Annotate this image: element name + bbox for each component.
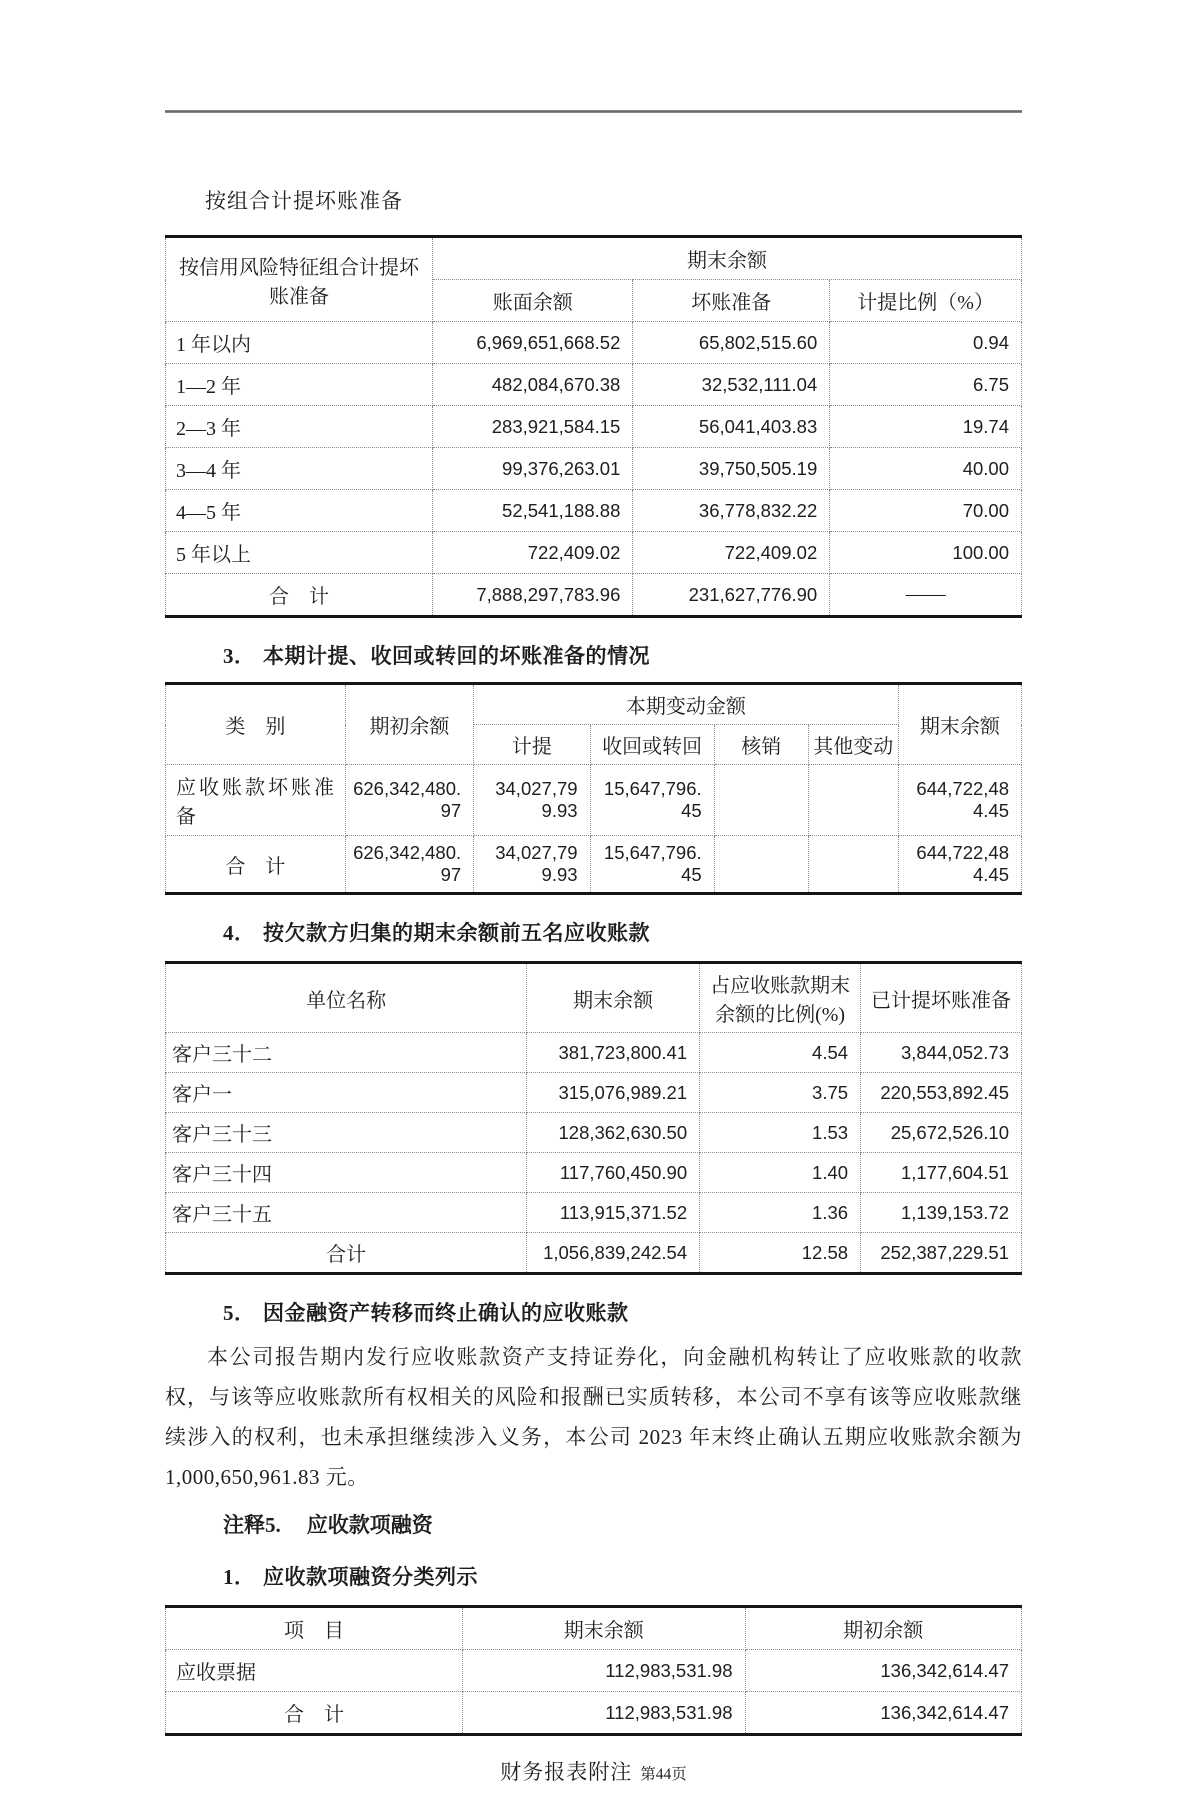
accrual-value: 34,027,799.93 <box>474 765 590 836</box>
written-off-value <box>714 765 808 836</box>
provision-made-value: 1,139,153.72 <box>861 1193 1022 1233</box>
col-header-closing-balance: 期末余额 <box>463 1607 745 1650</box>
customer-label: 客户三十三 <box>166 1113 527 1153</box>
total-closing-balance: 1,056,839,242.54 <box>527 1233 700 1274</box>
customer-label: 客户一 <box>166 1073 527 1113</box>
col-header-item: 项 目 <box>166 1607 463 1650</box>
ratio-value: 6.75 <box>830 364 1022 406</box>
aging-label: 1—2 年 <box>166 364 433 406</box>
table-row <box>166 1607 1022 1650</box>
header-rule <box>165 110 1022 113</box>
footer-title: 财务报表附注 <box>500 1760 633 1784</box>
total-book-balance: 7,888,297,783.96 <box>433 574 633 617</box>
total-label: 合计 <box>166 1233 527 1274</box>
provision-made-value: 3,844,052.73 <box>861 1033 1022 1073</box>
customer-label: 客户三十五 <box>166 1193 527 1233</box>
table-total-row <box>166 574 1022 617</box>
ratio-value: 19.74 <box>830 406 1022 448</box>
total-opening-balance: 626,342,480.97 <box>345 836 473 894</box>
note5-heading <box>223 1509 1022 1539</box>
book-balance-value: 482,084,670.38 <box>433 364 633 406</box>
book-balance-value: 283,921,584.15 <box>433 406 633 448</box>
total-label: 合 计 <box>166 574 433 617</box>
table-row <box>166 1153 1022 1193</box>
col-header-closing-balance-group: 期末余额 <box>433 237 1022 280</box>
table-row <box>166 490 1022 532</box>
col-header-provision-ratio: 计提比例（%） <box>830 280 1022 322</box>
col-header-written-off: 核销 <box>714 725 808 765</box>
customer-label: 客户三十二 <box>166 1033 527 1073</box>
provision-value: 56,041,403.83 <box>633 406 830 448</box>
section-4-heading <box>223 917 1022 947</box>
total-provision: 231,627,776.90 <box>633 574 830 617</box>
table-row <box>166 406 1022 448</box>
closing-balance-value: 112,983,531.98 <box>463 1650 745 1692</box>
closing-balance-value: 381,723,800.41 <box>527 1033 700 1073</box>
closing-balance-value: 644,722,484.45 <box>898 765 1021 836</box>
pct-value: 4.54 <box>700 1033 861 1073</box>
transfer-paragraph: 本公司报告期内发行应收账款资产支持证券化，向金融机构转让了应收账款的收款权，与该等应收账款所有权相关的风险和报酬已实质转移，本公司不享有该等应收账款继续涉入的权利，也未承担继续涉入义务，本公司 2023 年末终止确认五期应收账款余额为 1,000,650,961.83 元。 <box>165 1345 1022 1489</box>
closing-balance-value: 315,076,989.21 <box>527 1073 700 1113</box>
provision-value: 36,778,832.22 <box>633 490 830 532</box>
total-closing-balance: 112,983,531.98 <box>463 1692 745 1735</box>
total-provision-made: 252,387,229.51 <box>861 1233 1022 1274</box>
subsection-1-number: 1． <box>223 1565 256 1589</box>
provision-made-value: 25,672,526.10 <box>861 1113 1022 1153</box>
book-balance-value: 99,376,263.01 <box>433 448 633 490</box>
pct-value: 1.53 <box>700 1113 861 1153</box>
col-header-entity-name: 单位名称 <box>166 963 527 1033</box>
col-header-book-balance: 账面余额 <box>433 280 633 322</box>
total-label: 合 计 <box>166 836 346 894</box>
provision-value: 39,750,505.19 <box>633 448 830 490</box>
total-ratio-dash: —— <box>830 574 1022 617</box>
ratio-value: 70.00 <box>830 490 1022 532</box>
aging-label: 4—5 年 <box>166 490 433 532</box>
pct-value: 1.40 <box>700 1153 861 1193</box>
total-pct: 12.58 <box>700 1233 861 1274</box>
section-3-title: 本期计提、收回或转回的坏账准备的情况 <box>263 644 650 668</box>
col-header-provision-made: 已计提坏账准备 <box>861 963 1022 1033</box>
total-closing-balance: 644,722,484.45 <box>898 836 1021 894</box>
col-header-closing-balance: 期末余额 <box>898 684 1021 765</box>
document-page <box>0 110 1200 1786</box>
section-5-title: 因金融资产转移而终止确认的应收账款 <box>263 1301 629 1325</box>
table-row <box>166 765 1022 836</box>
table-row <box>166 1113 1022 1153</box>
table-aging-provision <box>165 235 1022 618</box>
table-row <box>166 1650 1022 1692</box>
opening-balance-value: 136,342,614.47 <box>745 1650 1022 1692</box>
col-header-recovered-reversed: 收回或转回 <box>590 725 714 765</box>
pct-value: 1.36 <box>700 1193 861 1233</box>
provision-value: 722,409.02 <box>633 532 830 574</box>
closing-balance-value: 117,760,450.90 <box>527 1153 700 1193</box>
col-header-opening-balance: 期初余额 <box>745 1607 1022 1650</box>
col-header-period-changes-group: 本期变动金额 <box>474 684 899 725</box>
provision-made-value: 220,553,892.45 <box>861 1073 1022 1113</box>
table-row <box>166 237 1022 280</box>
table-row <box>166 963 1022 1033</box>
section-3-number: 3． <box>223 644 256 668</box>
subsection-1-title: 应收款项融资分类列示 <box>263 1565 478 1589</box>
provision-value: 32,532,111.04 <box>633 364 830 406</box>
other-changes-value <box>808 765 898 836</box>
note5-title: 应收款项融资 <box>306 1513 433 1537</box>
provision-value: 65,802,515.60 <box>633 322 830 364</box>
ratio-value: 40.00 <box>830 448 1022 490</box>
total-label: 合 计 <box>166 1692 463 1735</box>
book-balance-value: 722,409.02 <box>433 532 633 574</box>
col-header-closing-balance: 期末余额 <box>527 963 700 1033</box>
aging-label: 1 年以内 <box>166 322 433 364</box>
total-written-off <box>714 836 808 894</box>
table-total-row <box>166 836 1022 894</box>
book-balance-value: 52,541,188.88 <box>433 490 633 532</box>
section-4-title: 按欠款方归集的期末余额前五名应收账款 <box>263 921 650 945</box>
table-row <box>166 684 1022 725</box>
table-row <box>166 1073 1022 1113</box>
pct-value: 3.75 <box>700 1073 861 1113</box>
col-header-accrual: 计提 <box>474 725 590 765</box>
doc-subtitle: 按组合计提坏账准备 <box>205 189 403 213</box>
table-row <box>166 448 1022 490</box>
closing-balance-value: 128,362,630.50 <box>527 1113 700 1153</box>
total-other-changes <box>808 836 898 894</box>
note5-label: 注释5. <box>223 1513 281 1537</box>
provision-made-value: 1,177,604.51 <box>861 1153 1022 1193</box>
ratio-value: 0.94 <box>830 322 1022 364</box>
table-top5-debtors <box>165 961 1022 1275</box>
customer-label: 客户三十四 <box>166 1153 527 1193</box>
ratio-value: 100.00 <box>830 532 1022 574</box>
table-row <box>166 1193 1022 1233</box>
col-header-bad-debt-provision: 坏账准备 <box>633 280 830 322</box>
table-total-row <box>166 1233 1022 1274</box>
page-footer <box>165 1756 1022 1786</box>
col-header-other-changes: 其他变动 <box>808 725 898 765</box>
col-header-risk-group: 按信用风险特征组合计提坏账准备 <box>166 237 433 322</box>
col-header-pct-of-receivables: 占应收账款期末余额的比例(%) <box>700 963 861 1033</box>
footer-page-number: 第44页 <box>640 1766 687 1783</box>
aging-label: 2—3 年 <box>166 406 433 448</box>
item-label: 应收票据 <box>166 1650 463 1692</box>
aging-label: 3—4 年 <box>166 448 433 490</box>
closing-balance-value: 113,915,371.52 <box>527 1193 700 1233</box>
section-5-heading <box>223 1297 1022 1327</box>
table-row <box>166 1033 1022 1073</box>
section-5-number: 5． <box>223 1301 256 1325</box>
section-4-number: 4． <box>223 921 256 945</box>
total-opening-balance: 136,342,614.47 <box>745 1692 1022 1735</box>
recovered-value: 15,647,796.45 <box>590 765 714 836</box>
section-3-heading <box>223 640 1022 670</box>
category-label: 应收账款坏账准备 <box>166 765 346 836</box>
table-provision-changes <box>165 682 1022 895</box>
table-receivables-financing <box>165 1605 1022 1736</box>
aging-label: 5 年以上 <box>166 532 433 574</box>
book-balance-value: 6,969,651,668.52 <box>433 322 633 364</box>
total-accrual: 34,027,799.93 <box>474 836 590 894</box>
col-header-category: 类 别 <box>166 684 346 765</box>
subsection-1-heading <box>223 1561 1022 1591</box>
table-row <box>166 364 1022 406</box>
opening-balance-value: 626,342,480.97 <box>345 765 473 836</box>
col-header-opening-balance: 期初余额 <box>345 684 473 765</box>
table-row <box>166 322 1022 364</box>
table-total-row <box>166 1692 1022 1735</box>
total-recovered: 15,647,796.45 <box>590 836 714 894</box>
table-row <box>166 532 1022 574</box>
